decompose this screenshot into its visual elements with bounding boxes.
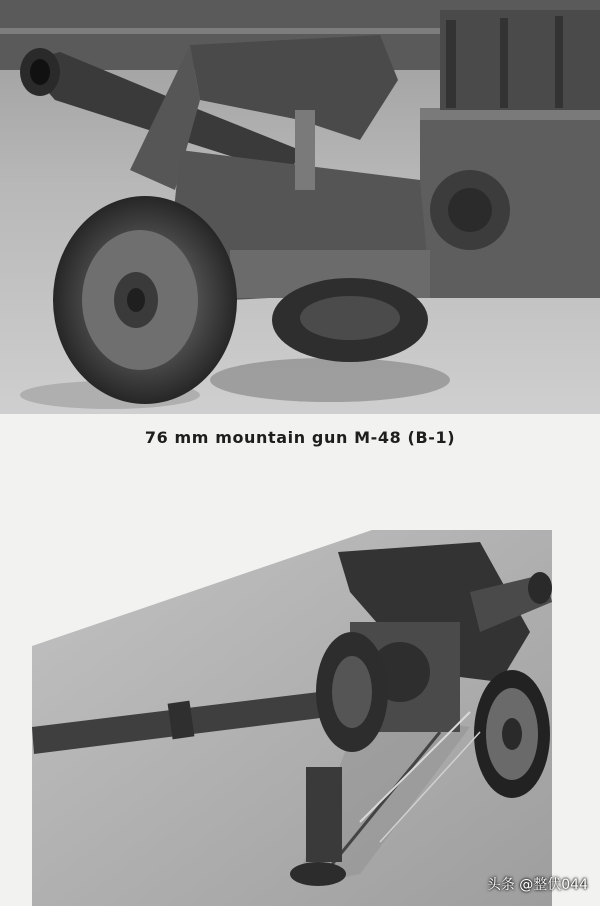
photo-gun-travel-position xyxy=(0,0,600,414)
photo-gun-firing-position xyxy=(0,522,600,906)
photo-caption: 76 mm mountain gun M-48 (B-1) xyxy=(144,428,456,447)
watermark-logo-text: 头条 @整伏044 xyxy=(486,877,588,893)
